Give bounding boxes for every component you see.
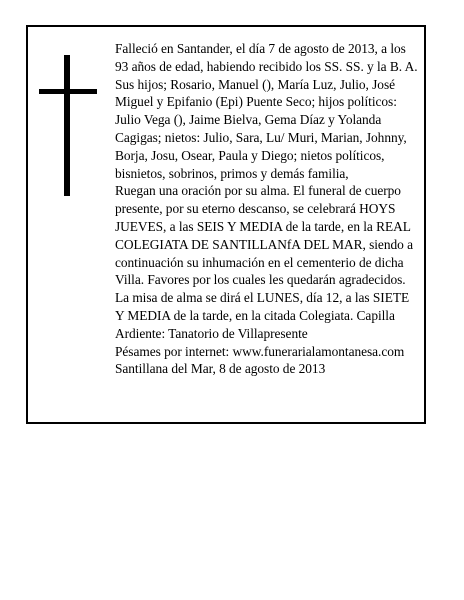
- obituary-notice-frame: [26, 25, 426, 424]
- place-and-date: Santillana del Mar, 8 de agosto de 2013: [115, 361, 326, 377]
- cross-vertical-bar: [64, 55, 70, 196]
- cross-horizontal-bar: [39, 89, 97, 94]
- family-list: Sus hijos; Rosario, Manuel (), María Luz, Julio, José Miguel y Epifanio (Epi) Puente Seco; hijos políticos: Julio Vega (), Jaime Bielva, Gema Díaz y Yolanda Cagigas; nietos: Julio, Sara, Lu/ Muri, Marian, Johnny, Borja, Josu, Osear, Paula y Diego; nietos políticos, bisnietos, sobrinos, primos y demás familia,: [115, 76, 407, 181]
- cross-icon: [39, 55, 97, 196]
- condolences-website: Pésames por internet: www.funerarialamontanesa.com: [115, 343, 405, 359]
- mass-details: La misa de alma se dirá el LUNES, día 12, a las SIETE Y MEDIA de la tarde, en la citada Colegiata. Capilla Ardiente: Tanatorio de Villapresente: [115, 290, 410, 341]
- obituary-text: [115, 40, 420, 378]
- funeral-details: Ruegan una oración por su alma. El funeral de cuerpo presente, por su eterno descanso, se celebrará HOYS JUEVES, a las SEIS Y MEDIA de la tarde, en la REAL COLEGIATA DE SANTILLANfA DEL MAR, siendo a continuación su inhumación en el cementerio de dicha Villa. Favores por los cuales les quedarán agradecidos.: [115, 183, 413, 288]
- death-announcement: Falleció en Santander, el día 7 de agosto de 2013, a los 93 años de edad, habiendo recibido los SS. SS. y la B. A.: [115, 41, 418, 74]
